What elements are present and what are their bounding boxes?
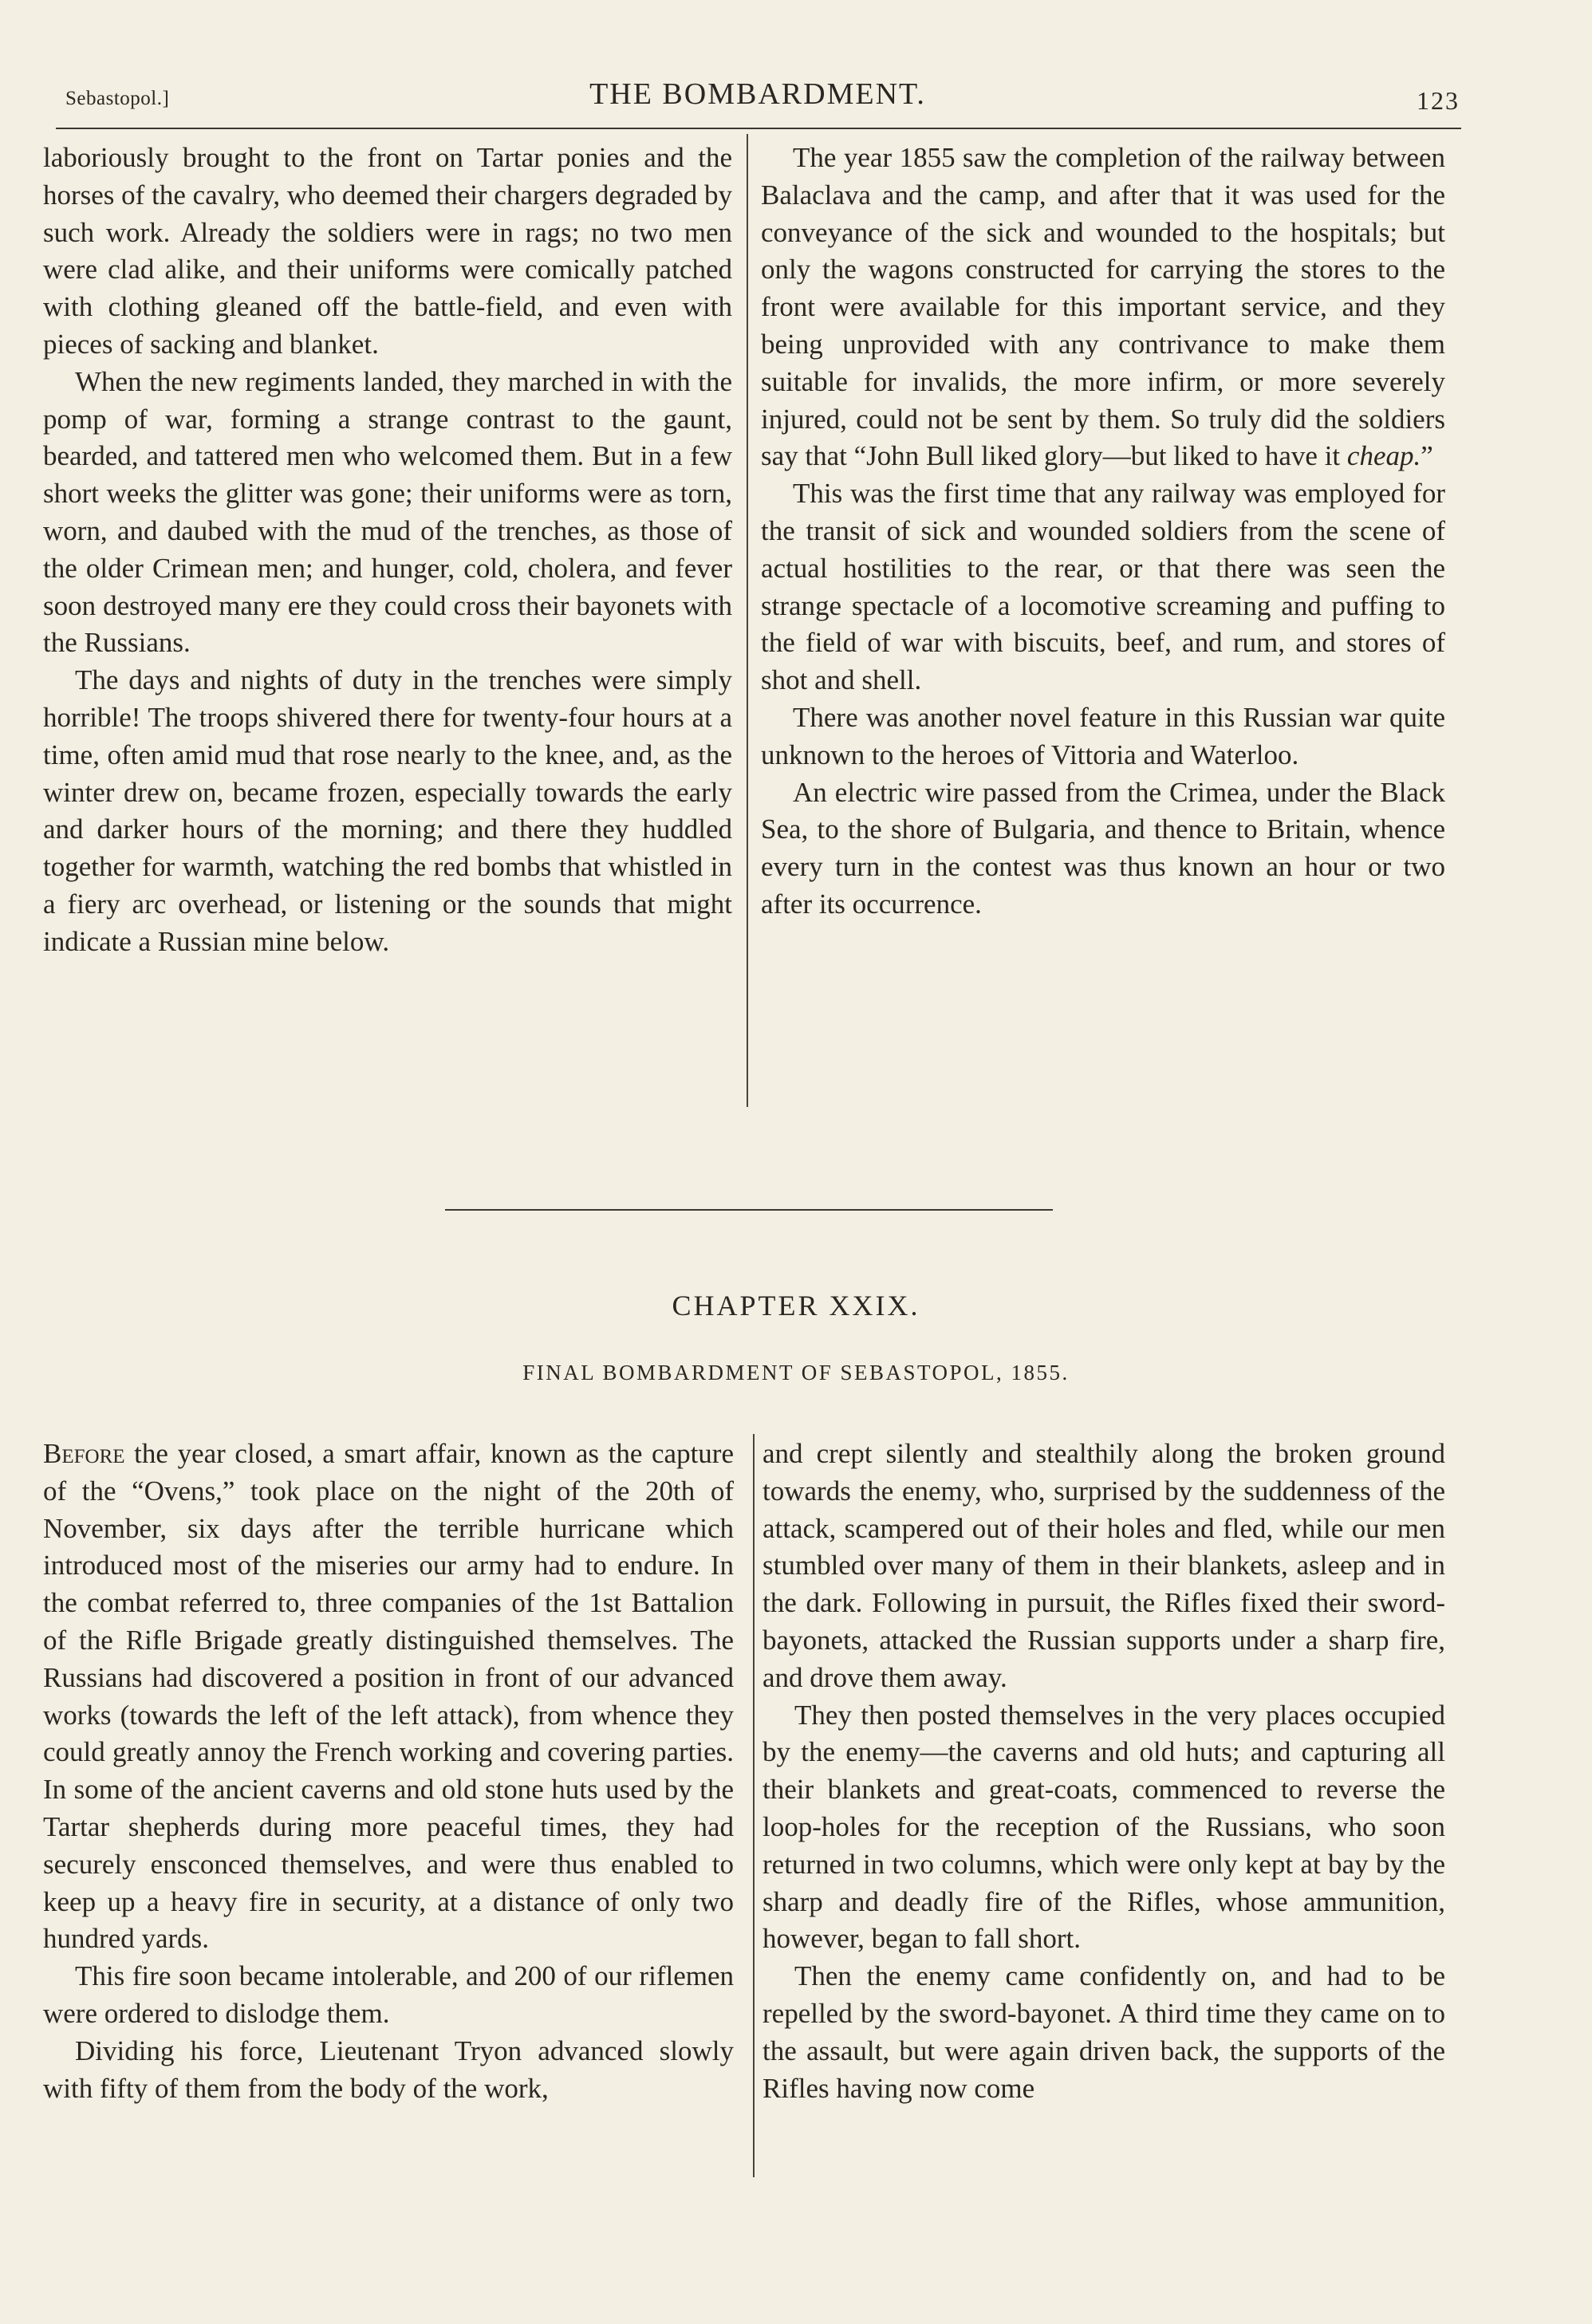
paragraph — [43, 1436, 734, 1958]
paragraph: Dividing his force, Lieutenant Tryon advanced slowly with fifty of them from the body of the work, — [43, 2034, 734, 2104]
paragraph: When the new regiments landed, they marched in with the pomp of war, forming a strange contrast to the gaunt, bearded, and tattered men who welcomed them. But in a few short weeks the glitter was gone; their uniforms were as torn, worn, and daubed with the mud of the trenches, as those of the older Crimean men; and hunger, cold, cholera, and fever soon destroyed many ere they could cross their bayonets with the Russians. — [43, 365, 732, 659]
bottom-right-column — [763, 1436, 1445, 2107]
chapter-subtitle: FINAL BOMBARDMENT OF SEBASTOPOL, 1855. — [522, 1361, 1070, 1385]
drop-word: Before — [43, 1438, 125, 1469]
paragraph-text: The year 1855 saw the completion of the railway between Balaclava and the camp, and after that it was used for the conveyance of the sick and wounded to the hospitals; but only the wagons constructed for carrying the stores to the front were available for this important service, and they being unprovided with any contrivance to make them suitable for invalids, the more infirm, or more severely injured, could not be sent by them. So truly did the soldiers say that “John Bull liked glory—but liked to have it — [761, 142, 1445, 472]
chapter-heading: CHAPTER XXIX. — [672, 1290, 920, 1322]
paragraph: An electric wire passed from the Crimea, under the Black Sea, to the shore of Bulgaria, and thence to Britain, whence every turn in the contest was thus known an hour or two after its occurrence. — [761, 776, 1445, 920]
paragraph: The days and nights of duty in the trenches were simply horrible! The troops shivered there for twenty-four hours at a time, often amid mud that rose nearly to the knee, and, as the winter drew on, became frozen, especially towards the early and darker hours of the morning; and there they huddled together for warmth, watching the red bombs that whistled in a fiery arc overhead, or listening or the sounds that might indicate a Russian mine below. — [43, 664, 732, 957]
column-divider — [753, 1434, 755, 2177]
page-header — [56, 77, 1460, 124]
top-right-column — [761, 140, 1445, 924]
top-left-column — [43, 140, 732, 961]
column-divider — [747, 134, 748, 1107]
header-rule — [56, 128, 1461, 129]
paragraph: This fire soon became intolerable, and 200 of our riflemen were ordered to dislodge them. — [43, 1960, 734, 2029]
italic-text: cheap. — [1346, 440, 1421, 472]
paragraph: Then the enemy came confidently on, and had to be repelled by the sword-bayonet. A third time they came on to the assault, but were again driven back, the supports of the Rifles having now come — [763, 1960, 1445, 2104]
closing-quote: ” — [1421, 440, 1433, 472]
paragraph: laboriously brought to the front on Tartar ponies and the horses of the cavalry, who deemed their chargers degraded by such work. Already the soldiers were in rags; no two men were clad alike, and their uniforms were comically patched with clothing gleaned off the battle-field, and even with pieces of sacking and blanket. — [43, 142, 732, 360]
page-title: THE BOMBARDMENT. — [589, 77, 926, 111]
paragraph: and crept silently and stealthily along the broken ground towards the enemy, who, surprised by the suddenness of the attack, scampered out of their holes and fled, while our men stumbled over many of them in their blankets, asleep and in the dark. Following in pursuit, the Rifles fixed their sword-bayonets, attacked the Russian supports under a sharp fire, and drove them away. — [763, 1438, 1445, 1693]
paragraph-text: the year closed, a smart affair, known as the capture of the “Ovens,” took place on the night of the 20th of November, six days after the terrible hurricane which introduced most of the miseries our army had to endure. In the combat referred to, three companies of the 1st Battalion of the Rifle Brigade greatly distinguished themselves. The Russians had discovered a position in front of our advanced works (towards the left of the left attack), from whence they could greatly annoy the French working and covering parties. In some of the ancient caverns and old stone huts used by the Tartar shepherds during more peaceful times, they had securely ensconced themselves, and were thus enabled to keep up a heavy fire in security, at a distance of only two hundred yards. — [43, 1438, 734, 1955]
section-divider — [445, 1209, 1053, 1211]
bottom-left-column — [43, 1436, 734, 2107]
running-head: Sebastopol.] — [65, 88, 170, 109]
paragraph: They then posted themselves in the very places occupied by the enemy—the caverns and old huts; and capturing all their blankets and great-coats, commenced to reverse the loop-holes for the reception of the Russians, who soon returned in two columns, which were only kept at bay by the sharp and deadly fire of the Rifles, whose ammunition, however, began to fall short. — [763, 1699, 1445, 1955]
paragraph — [761, 140, 1445, 475]
page-number: 123 — [1417, 86, 1460, 115]
paragraph: There was another novel feature in this Russian war quite unknown to the heroes of Vittoria and Waterloo. — [761, 701, 1445, 770]
paragraph: This was the first time that any railway was employed for the transit of sick and wounded soldiers from the scene of actual hostilities to the rear, or that there was seen the strange spectacle of a locomotive screaming and puffing to the field of war with biscuits, beef, and rum, and stores of shot and shell. — [761, 478, 1445, 696]
